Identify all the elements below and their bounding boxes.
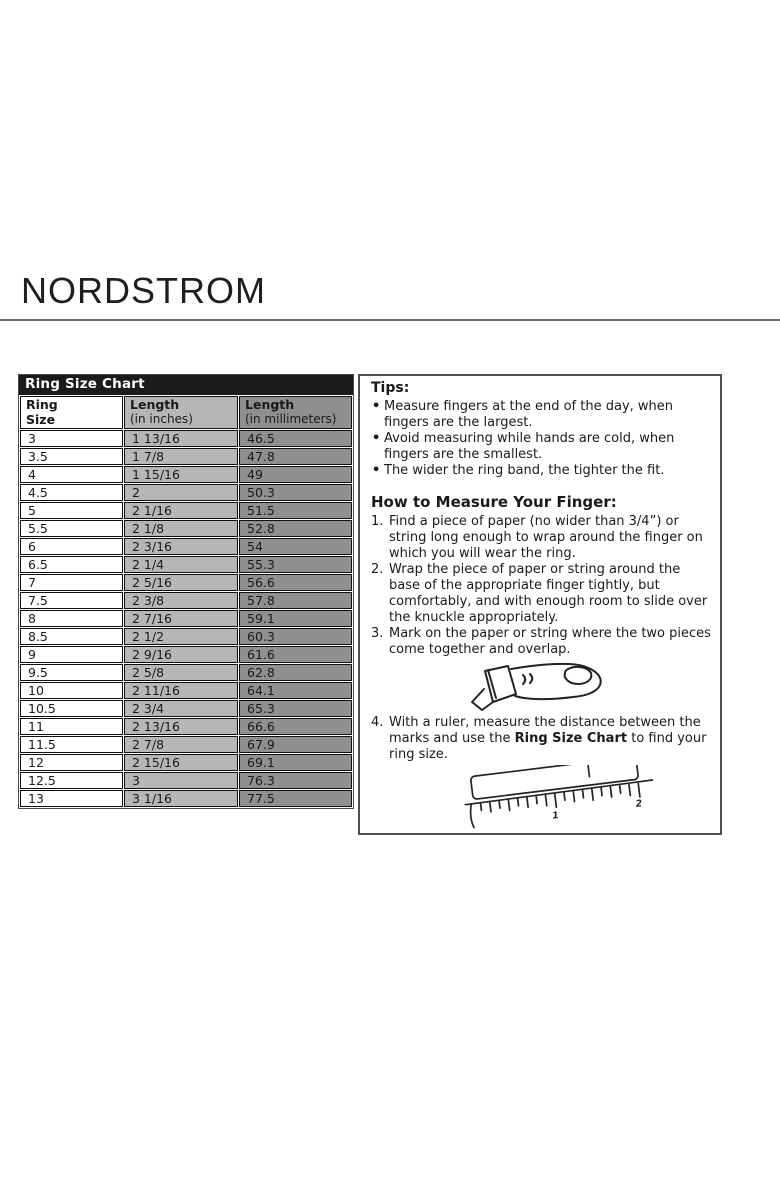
ring-size-chart [18,374,354,809]
ring-size-cell: 10 [20,682,123,699]
ring-size-cell: 5 [20,502,123,519]
table-row [20,556,352,573]
length-inches-cell: 2 7/16 [124,610,238,627]
length-inches-cell: 2 [124,484,238,501]
ring-size-cell: 5.5 [20,520,123,537]
table-row [20,484,352,501]
ruler-number-two: 2 [635,798,643,810]
brand-logo: NORDSTROM [21,270,266,311]
length-inches-cell: 2 15/16 [124,754,238,771]
length-inches-cell: 2 3/16 [124,538,238,555]
length-inches-cell: 2 3/8 [124,592,238,609]
tips-list [371,399,711,479]
ring-size-cell: 4 [20,466,123,483]
length-inches-cell: 2 1/8 [124,520,238,537]
length-mm-cell: 57.8 [239,592,352,609]
length-inches-cell: 1 15/16 [124,466,238,483]
length-inches-cell: 2 5/8 [124,664,238,681]
table-row [20,520,352,537]
step-number: 2. [371,562,384,577]
ring-size-cell: 7.5 [20,592,123,609]
length-mm-cell: 52.8 [239,520,352,537]
length-mm-cell: 60.3 [239,628,352,645]
length-inches-cell: 2 1/2 [124,628,238,645]
table-header-row [20,396,352,429]
ring-size-cell: 12 [20,754,123,771]
step-number: 3. [371,626,384,641]
length-mm-cell: 47.8 [239,448,352,465]
length-inches-cell: 2 1/16 [124,502,238,519]
header-divider [0,319,780,321]
ring-size-table [19,395,353,808]
howto-step [371,626,711,658]
table-row [20,664,352,681]
column-header-ring-size: Ring Size [20,396,123,429]
table-row [20,592,352,609]
table-row [20,736,352,753]
howto-step [371,562,711,626]
ring-size-cell: 9 [20,646,123,663]
ring-size-cell: 12.5 [20,772,123,789]
length-inches-cell: 2 11/16 [124,682,238,699]
ring-size-cell: 13 [20,790,123,807]
step-text: Wrap the piece of paper or string around the base of the appropriate finger tightly, but comfortably, and with enough room to slide over the knuckle appropriately. [389,562,708,625]
length-mm-cell: 54 [239,538,352,555]
ring-size-cell: 3 [20,430,123,447]
length-mm-cell: 61.6 [239,646,352,663]
tip-item: • The wider the ring band, the tighter the fit. [371,463,711,479]
length-inches-cell: 3 [124,772,238,789]
length-mm-cell: 77.5 [239,790,352,807]
ring-size-cell: 8 [20,610,123,627]
howto-step [371,715,711,763]
table-row [20,448,352,465]
tip-item: • Measure fingers at the end of the day, when fingers are the largest. [371,399,711,431]
step-text-bold: Ring Size Chart [514,731,628,746]
length-mm-cell: 65.3 [239,700,352,717]
table-title: Ring Size Chart [19,375,353,395]
tip-item: • Avoid measuring while hands are cold, when fingers are the smallest. [371,431,711,463]
table-row [20,682,352,699]
ruler-illustration [457,765,711,833]
table-row [20,700,352,717]
table-row [20,538,352,555]
table-row [20,466,352,483]
table-row [20,502,352,519]
length-mm-cell: 56.6 [239,574,352,591]
ring-size-cell: 3.5 [20,448,123,465]
length-mm-cell: 64.1 [239,682,352,699]
length-inches-cell: 2 9/16 [124,646,238,663]
finger-illustration [455,660,711,714]
table-row [20,610,352,627]
table-row [20,574,352,591]
length-mm-cell: 51.5 [239,502,352,519]
column-header-length-millimeters: Length (in millimeters) [239,396,352,429]
length-mm-cell: 50.3 [239,484,352,501]
ring-size-cell: 9.5 [20,664,123,681]
table-row [20,646,352,663]
length-mm-cell: 66.6 [239,718,352,735]
length-inches-cell: 2 3/4 [124,700,238,717]
length-mm-cell: 46.5 [239,430,352,447]
length-inches-cell: 2 7/8 [124,736,238,753]
length-inches-cell: 3 1/16 [124,790,238,807]
length-mm-cell: 76.3 [239,772,352,789]
length-mm-cell: 49 [239,466,352,483]
table-row [20,718,352,735]
step-text: With a ruler, measure the distance between the marks and use the [389,715,701,746]
table-row [20,628,352,645]
table-row [20,430,352,447]
step-text: to find your ring size. [389,731,707,762]
ring-size-cell: 11.5 [20,736,123,753]
step-text: Find a piece of paper (no wider than 3/4”) or string long enough to wrap around the finger on which you will wear the ring. [389,514,703,561]
length-mm-cell: 55.3 [239,556,352,573]
ring-size-cell: 4.5 [20,484,123,501]
ring-size-cell: 11 [20,718,123,735]
ring-size-cell: 8.5 [20,628,123,645]
ring-size-cell: 6.5 [20,556,123,573]
tips-heading: Tips: [371,380,410,396]
howto-heading: How to Measure Your Finger: [371,493,617,511]
length-inches-cell: 2 5/16 [124,574,238,591]
length-mm-cell: 69.1 [239,754,352,771]
length-inches-cell: 1 13/16 [124,430,238,447]
step-text: Mark on the paper or string where the two pieces come together and overlap. [389,626,711,657]
length-inches-cell: 2 1/4 [124,556,238,573]
step-number: 4. [371,715,384,730]
ruler-number-one: 1 [551,810,560,822]
howto-steps-list [371,514,711,658]
ring-size-cell: 10.5 [20,700,123,717]
length-inches-cell: 1 7/8 [124,448,238,465]
ring-size-cell: 7 [20,574,123,591]
length-inches-cell: 2 13/16 [124,718,238,735]
measuring-tips-panel [358,374,722,835]
table-row [20,790,352,807]
length-mm-cell: 67.9 [239,736,352,753]
length-mm-cell: 59.1 [239,610,352,627]
table-row [20,772,352,789]
ring-size-cell: 6 [20,538,123,555]
howto-step [371,514,711,562]
column-header-length-inches: Length (in inches) [124,396,238,429]
table-row [20,754,352,771]
length-mm-cell: 62.8 [239,664,352,681]
step-number: 1. [371,514,384,529]
